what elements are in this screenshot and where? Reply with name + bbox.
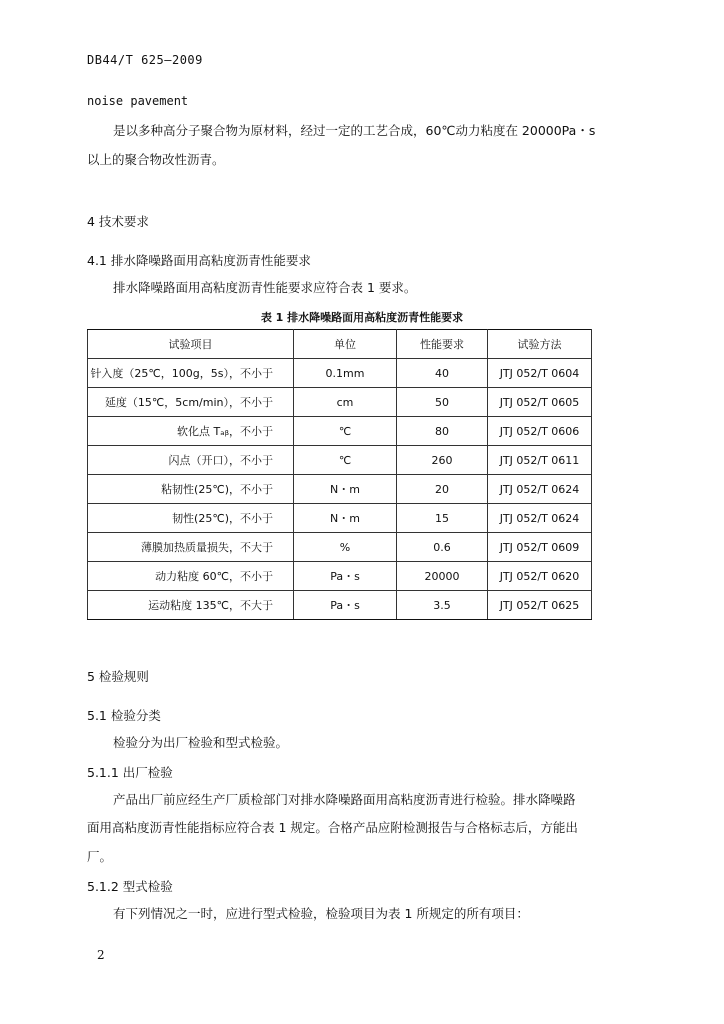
section-5-1-2-title: 5.1.2 型式检验 bbox=[87, 879, 173, 894]
cell-requirement: 40 bbox=[397, 359, 488, 388]
section-5-title: 5 检验规则 bbox=[87, 669, 149, 684]
section-5-1-1-line-2: 面用高粘度沥青性能指标应符合表 1 规定。合格产品应附检测报告与合格标志后，方能出 bbox=[87, 820, 578, 835]
section-5-1-2-text: 有下列情况之一时，应进行型式检验，检验项目为表 1 所规定的所有项目： bbox=[113, 906, 529, 921]
cell-method: JTJ 052/T 0605 bbox=[488, 388, 592, 417]
section-5-1-title: 5.1 检验分类 bbox=[87, 708, 161, 723]
section-4-1-text: 排水降噪路面用高粘度沥青性能要求应符合表 1 要求。 bbox=[113, 280, 417, 295]
cell-requirement: 3.5 bbox=[397, 591, 488, 620]
section-5-1-1-line-3: 厂。 bbox=[87, 849, 113, 864]
section-5-1-1-title: 5.1.1 出厂检验 bbox=[87, 765, 173, 780]
cell-unit: N・m bbox=[294, 504, 397, 533]
cell-requirement: 20 bbox=[397, 475, 488, 504]
cell-method: JTJ 052/T 0620 bbox=[488, 562, 592, 591]
section-4-1-title: 4.1 排水降噪路面用高粘度沥青性能要求 bbox=[87, 253, 311, 268]
table-row bbox=[88, 533, 592, 562]
cell-unit: cm bbox=[294, 388, 397, 417]
cell-item: 韧性(25℃)，不小于 bbox=[88, 504, 294, 533]
cell-item: 粘韧性(25℃)，不小于 bbox=[88, 475, 294, 504]
cell-method: JTJ 052/T 0625 bbox=[488, 591, 592, 620]
cell-unit: Pa・s bbox=[294, 562, 397, 591]
cell-method: JTJ 052/T 0604 bbox=[488, 359, 592, 388]
page-number: 2 bbox=[97, 948, 105, 962]
term-english: noise pavement bbox=[87, 94, 189, 108]
table-row bbox=[88, 359, 592, 388]
table-row bbox=[88, 388, 592, 417]
cell-item: 动力粘度 60℃，不小于 bbox=[88, 562, 294, 591]
cell-method: JTJ 052/T 0624 bbox=[488, 504, 592, 533]
cell-method: JTJ 052/T 0606 bbox=[488, 417, 592, 446]
cell-method: JTJ 052/T 0609 bbox=[488, 533, 592, 562]
section-5-1-text: 检验分为出厂检验和型式检验。 bbox=[113, 735, 289, 750]
table-row bbox=[88, 562, 592, 591]
cell-requirement: 260 bbox=[397, 446, 488, 475]
cell-requirement: 80 bbox=[397, 417, 488, 446]
col-header-requirement: 性能要求 bbox=[397, 330, 488, 359]
cell-requirement: 50 bbox=[397, 388, 488, 417]
table-row bbox=[88, 417, 592, 446]
cell-unit: ℃ bbox=[294, 417, 397, 446]
cell-requirement: 0.6 bbox=[397, 533, 488, 562]
section-5-1-1-line-1: 产品出厂前应经生产厂质检部门对排水降噪路面用高粘度沥青进行检验。排水降噪路 bbox=[113, 792, 576, 807]
table-row bbox=[88, 504, 592, 533]
col-header-unit: 单位 bbox=[294, 330, 397, 359]
cell-item: 针入度（25℃，100g，5s），不小于 bbox=[88, 359, 294, 388]
cell-method: JTJ 052/T 0624 bbox=[488, 475, 592, 504]
table-1 bbox=[87, 329, 592, 620]
table-1-caption: 表 1 排水降噪路面用高粘度沥青性能要求 bbox=[260, 311, 464, 324]
cell-method: JTJ 052/T 0611 bbox=[488, 446, 592, 475]
cell-unit: N・m bbox=[294, 475, 397, 504]
document-code: DB44/T 625—2009 bbox=[87, 53, 203, 67]
cell-unit: ℃ bbox=[294, 446, 397, 475]
cell-item: 延度（15℃，5cm/min），不小于 bbox=[88, 388, 294, 417]
cell-requirement: 20000 bbox=[397, 562, 488, 591]
section-4-title: 4 技术要求 bbox=[87, 214, 149, 229]
cell-item: 薄膜加热质量损失，不大于 bbox=[88, 533, 294, 562]
cell-unit: Pa・s bbox=[294, 591, 397, 620]
definition-line-1: 是以多种高分子聚合物为原材料，经过一定的工艺合成，60℃动力粘度在 20000Pa・s bbox=[113, 123, 596, 138]
col-header-method: 试验方法 bbox=[488, 330, 592, 359]
table-row bbox=[88, 446, 592, 475]
col-header-item: 试验项目 bbox=[88, 330, 294, 359]
cell-requirement: 15 bbox=[397, 504, 488, 533]
cell-item: 闪点（开口），不小于 bbox=[88, 446, 294, 475]
cell-item: 软化点 Tₐᵦ，不小于 bbox=[88, 417, 294, 446]
cell-item: 运动粘度 135℃，不大于 bbox=[88, 591, 294, 620]
table-row bbox=[88, 591, 592, 620]
cell-unit: % bbox=[294, 533, 397, 562]
table-row bbox=[88, 475, 592, 504]
definition-line-2: 以上的聚合物改性沥青。 bbox=[87, 152, 225, 167]
table-header-row bbox=[88, 330, 592, 359]
cell-unit: 0.1mm bbox=[294, 359, 397, 388]
